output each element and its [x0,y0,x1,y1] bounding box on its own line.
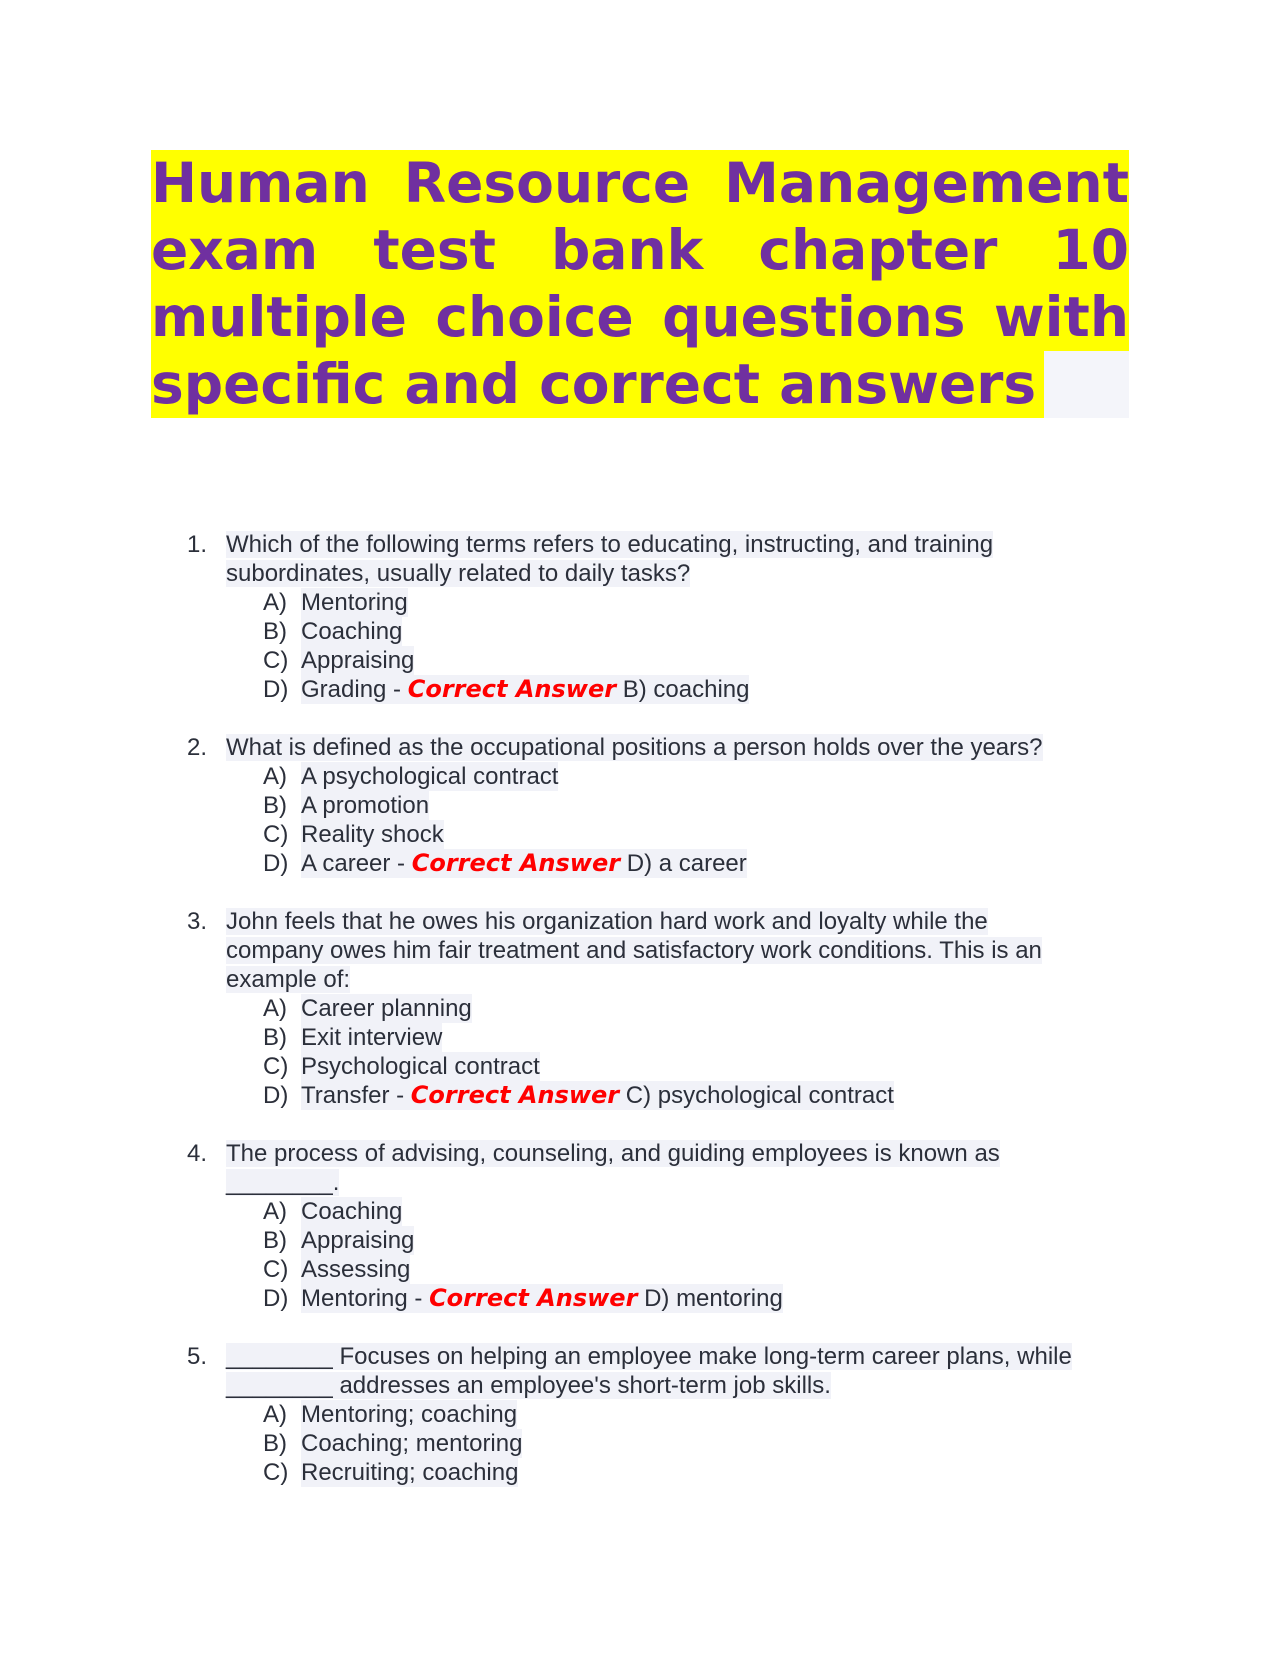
correct-answer-label: Correct Answer [411,849,621,877]
option-b [0,1023,1280,1052]
question-number: 5. [187,1343,208,1370]
option-text: Mentoring - [301,1285,430,1312]
question-line: example of: [226,966,351,993]
question-line: Which of the following terms refers to educating, instructing, and training [226,531,994,558]
option-letter: A) [263,1401,287,1428]
title-word: with [993,285,1129,349]
option-letter: B) [263,1430,287,1457]
option-c [0,1458,1280,1487]
option-c [0,1255,1280,1284]
option-c [0,820,1280,849]
option-letter: D) [263,676,289,703]
option-text: Appraising [301,1227,415,1254]
option-letter: C) [263,1256,289,1283]
option-b [0,1226,1280,1255]
title-word: bank [551,218,704,282]
option-text: Assessing [301,1256,411,1283]
question-line: ________ addresses an employee's short-term job skills. [226,1372,831,1399]
option-letter: B) [263,618,287,645]
option-text: Mentoring; coaching [301,1401,518,1428]
option-letter: A) [263,1198,287,1225]
option-text: Coaching [301,1198,403,1225]
option-letter: C) [263,1053,289,1080]
option-letter: C) [263,647,289,674]
title-word: Management [724,151,1129,215]
option-letter: D) [263,1285,289,1312]
option-letter: B) [263,1024,287,1051]
option-text: Grading - [301,676,408,703]
option-letter: B) [263,792,287,819]
option-text: Mentoring [301,589,408,616]
option-text: A psychological contract [301,763,559,790]
option-text: Coaching; mentoring [301,1430,523,1457]
question-line: company owes him fair treatment and satisfactory work conditions. This is an [226,937,1042,964]
option-text: Reality shock [301,821,444,848]
document-title [151,150,1129,418]
question-2 [0,733,1280,878]
question-number: 1. [187,531,208,558]
answer-text: B) coaching [616,676,750,703]
question-text [226,530,1126,588]
question-list [0,530,1280,1516]
title-line-1 [151,150,1129,217]
title-line-3 [151,284,1129,351]
title-word: 10 [1052,218,1129,282]
option-b [0,791,1280,820]
question-line: subordinates, usually related to daily tasks? [226,560,691,587]
option-text: A career - [301,850,412,877]
title-line-4 [151,351,1129,418]
question-1 [0,530,1280,704]
title-word: Human [151,151,370,215]
option-letter: C) [263,1459,289,1486]
option-c [0,646,1280,675]
option-d [0,675,1280,704]
option-a [0,1197,1280,1226]
option-b [0,1429,1280,1458]
title-word: chapter [758,218,998,282]
option-letter: A) [263,763,287,790]
option-text-with-answer [301,1081,894,1110]
option-text-with-answer [301,1284,783,1313]
title-word: Resource [403,151,691,215]
correct-answer-label: Correct Answer [407,675,617,703]
option-text: Recruiting; coaching [301,1459,519,1486]
title-word: questions [662,285,966,349]
option-letter: D) [263,850,289,877]
option-text: Psychological contract [301,1053,540,1080]
option-a [0,1400,1280,1429]
question-line: What is defined as the occupational positions a person holds over the years? [226,734,1043,761]
option-text: Career planning [301,995,472,1022]
question-3 [0,907,1280,1110]
option-b [0,617,1280,646]
title-word: exam [151,218,319,282]
option-c [0,1052,1280,1081]
option-text-with-answer [301,675,749,704]
option-text: Transfer - [301,1082,411,1109]
option-letter: A) [263,589,287,616]
question-text [226,1139,1126,1197]
question-line: The process of advising, counseling, and guiding employees is known as [226,1140,1000,1167]
option-d [0,1081,1280,1110]
option-letter: B) [263,1227,287,1254]
option-text: A promotion [301,792,430,819]
title-word: multiple [151,285,407,349]
correct-answer-label: Correct Answer [410,1081,620,1109]
question-text [226,733,1126,762]
question-line: ________ Focuses on helping an employee make long-term career plans, while [226,1343,1072,1370]
title-phrase: specific and correct answers [151,351,1044,418]
option-a [0,762,1280,791]
question-4 [0,1139,1280,1313]
option-text: Appraising [301,647,415,674]
question-line: John feels that he owes his organization hard work and loyalty while the [226,908,988,935]
option-letter: C) [263,821,289,848]
answer-text: C) psychological contract [619,1082,894,1109]
title-word: test [373,218,496,282]
option-letter: A) [263,995,287,1022]
question-text [226,907,1126,994]
option-a [0,994,1280,1023]
answer-text: D) a career [620,850,747,877]
option-text: Exit interview [301,1024,443,1051]
question-number: 2. [187,734,208,761]
answer-text: D) mentoring [637,1285,783,1312]
question-5 [0,1342,1280,1487]
question-line: ________. [226,1169,340,1196]
option-d [0,1284,1280,1313]
option-letter: D) [263,1082,289,1109]
option-text-with-answer [301,849,747,878]
title-word: choice [435,285,634,349]
question-text [226,1342,1126,1400]
question-number: 3. [187,908,208,935]
option-text: Coaching [301,618,403,645]
question-number: 4. [187,1140,208,1167]
title-line-2 [151,217,1129,284]
option-d [0,849,1280,878]
option-a [0,588,1280,617]
correct-answer-label: Correct Answer [429,1284,638,1312]
